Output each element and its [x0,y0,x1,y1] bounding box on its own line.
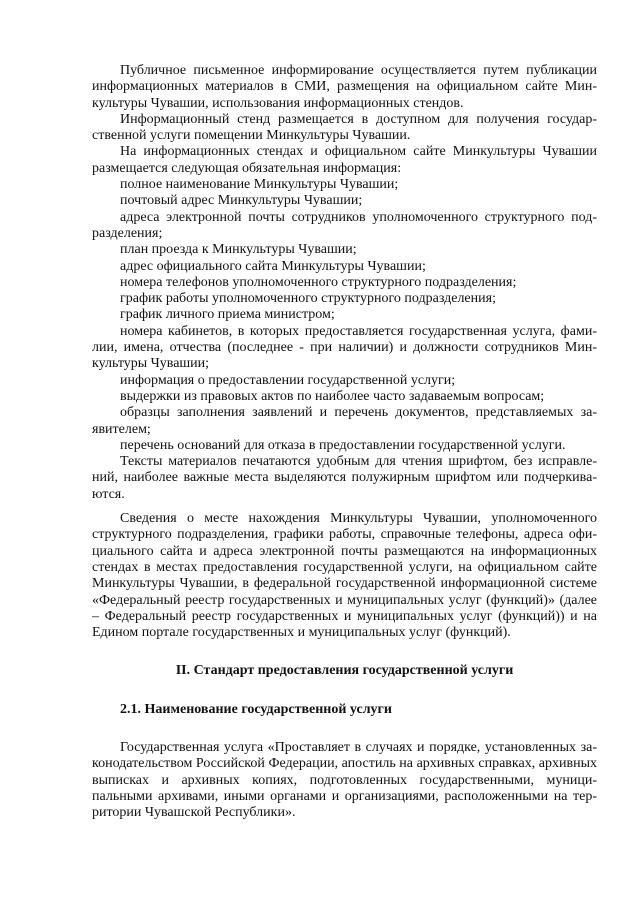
list-item: адреса электронной почты сотрудников уполномоченного структурного подразделения; [92,209,597,241]
spacer [92,718,597,740]
document-body [92,63,597,821]
list-item: адрес официального сайта Минкультуры Чувашии; [120,258,426,274]
spacer [92,641,597,663]
list-item: перечень оснований для отказа в предоставлении государственной услуги. [120,437,566,453]
list-item: график личного приема министром; [120,307,335,323]
paragraph-location: Сведения о месте нахождения Минкультуры Чувашии, уполномоченного структурного подразделения, графики работы, справочные телефоны, адреса официального сайта и адреса электронной почты размещаются на информационных стендах в местах предоставления государственной услуги, на официальном сайте Минкультуры Чувашии, в федеральной государственной информационной системе «Федеральный реестр государственных и муниципальных услуг (функций)» (далее – Федеральный реестр государственных и муниципальных услуг (функций)) и на Едином портале государственных и муниципальных услуг (функций). [92,511,597,641]
paragraph-service: Государственная услуга «Проставляет в случаях и порядке, установленных законодательством Российской Федерации, апостиль на архивных справках, архивных выписках и архивных копиях, подготовленных государственными, муниципальными архивами, иными органами и организациями, расположенными на территории Чувашской Республики». [92,739,597,821]
paragraph: На информационных стендах и официальном сайте Минкультуры Чувашии размещается следующая обязательная информация: [92,144,597,176]
paragraph: Информационный стенд размещается в доступном для получения государственной услуги помещении Минкультуры Чувашии. [92,111,597,144]
list-item: номера кабинетов, в которых предоставляется государственная услуга, фамилии, имена, отчества (последнее - при наличии) и должности сотрудников Минкультуры Чувашии; [92,323,597,372]
subsection-heading: 2.1. Наименование государственной услуги [120,701,392,717]
paragraph: Тексты материалов печатаются удобным для чтения шрифтом, без исправлений, наиболее важные места выделяются полужирным шрифтом или подчеркиваются. [92,454,597,502]
section-heading: II. Стандарт предоставления государственной услуги [175,663,514,679]
paragraph: Публичное письменное информирование осуществляется путем публикации информационных материалов в СМИ, размещения на официальном сайте Минкультуры Чувашии, использования информационных стендов. [92,63,597,111]
spacer [92,503,597,511]
list-item: информация о предоставлении государственной услуги; [120,372,456,388]
list-item: полное наименование Минкультуры Чувашии; [120,177,399,193]
list-item: номера телефонов уполномоченного структурного подразделения; [120,274,517,290]
list-item: почтовый адрес Минкультуры Чувашии; [120,193,363,209]
list-item: график работы уполномоченного структурного подразделения; [120,291,496,307]
list-item: выдержки из правовых актов по наиболее часто задаваемым вопросам; [120,388,545,404]
spacer [92,680,597,702]
list-item: образцы заполнения заявлений и перечень документов, представляемых заявителем; [92,405,597,437]
list-item: план проезда к Минкультуры Чувашии; [120,242,357,258]
